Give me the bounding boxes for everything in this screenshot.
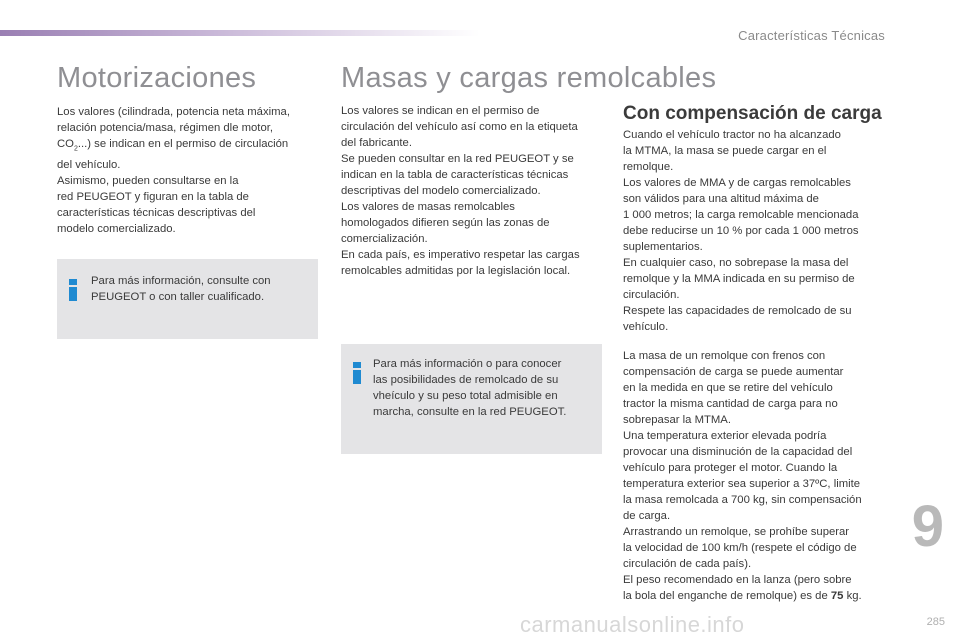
text-line: vehículo para proteger el motor. Cuando la (623, 462, 838, 474)
co2-suffix: ...) se indican en el permiso de circulación (77, 138, 289, 150)
text-line: remolque. (623, 161, 674, 173)
text-line: compensación de carga se puede aumentar (623, 366, 844, 378)
text-line: circulación de cada país). (623, 558, 752, 570)
info-box-masas (341, 344, 602, 454)
text-line: provocar una disminución de la capacidad del (623, 446, 853, 458)
info-text (373, 356, 598, 420)
masas-title: Masas y cargas remolcables (341, 62, 717, 94)
text-line: vehículo. (623, 321, 669, 333)
text-line: Arrastrando un remolque, se prohíbe superar (623, 526, 850, 538)
text-line-weight (623, 588, 903, 604)
text-line: circulación del vehículo así como en la etiqueta (341, 121, 578, 133)
text-line: remolque y la MMA indicada en su permiso de (623, 273, 855, 285)
info-box-motorizaciones (57, 259, 318, 339)
weight-text-post: kg. (843, 590, 862, 602)
text-line: debe reducirse un 10 % por cada 1 000 metros (623, 225, 859, 237)
text-line: suplementarios. (623, 241, 703, 253)
motorizaciones-body (57, 104, 322, 237)
text-line-co2 (57, 136, 322, 157)
co2-subscript: 2 (73, 145, 78, 153)
compensacion-block-2 (623, 348, 893, 572)
text-line: homologados difieren según las zonas de (341, 217, 550, 229)
text-line: características técnicas descriptivas del (57, 207, 256, 220)
text-line: Asimismo, pueden consultarse en la (57, 175, 239, 188)
motorizaciones-title: Motorizaciones (57, 62, 257, 94)
info-icon (69, 279, 77, 301)
page-number: 285 (926, 616, 945, 628)
info-line: PEUGEOT o con taller cualificado. (91, 291, 265, 303)
text-line: En cada país, es imperativo respetar las cargas (341, 249, 580, 261)
info-line: las posibilidades de remolcado de su (373, 374, 559, 386)
info-line: vheículo y su peso total admisible en (373, 390, 558, 402)
text-line: Una temperatura exterior elevada podría (623, 430, 827, 442)
header-accent-bar (0, 30, 480, 36)
co2-prefix: CO (57, 138, 74, 150)
watermark: carmanualsonline.info (520, 612, 745, 637)
text-line: del vehículo. (57, 159, 121, 172)
text-line: circulación. (623, 289, 680, 301)
text-line: Respete las capacidades de remolcado de su (623, 305, 852, 317)
text-line: sobrepasar la MTMA. (623, 414, 731, 426)
text-line: modelo comercializado. (57, 223, 176, 236)
text-line: relación potencia/masa, régimen dle motor, (57, 122, 274, 134)
info-line: marcha, consulte en la red PEUGEOT. (373, 406, 567, 418)
compensacion-block-3 (623, 572, 903, 604)
text-line: Los valores se indican en el permiso de (341, 105, 540, 117)
info-line: Para más información o para conocer (373, 358, 562, 370)
info-line: Para más información, consulte con (91, 275, 271, 287)
text-line: son válidos para una altitud máxima de (623, 193, 819, 205)
text-line: la masa remolcada a 700 kg, sin compensación (623, 494, 862, 506)
text-line: El peso recomendado en la lanza (pero sobre (623, 574, 852, 586)
text-line: la MTMA, la masa se puede cargar en el (623, 145, 827, 157)
compensacion-title: Con compensación de carga (623, 103, 882, 124)
text-line: Los valores (cilindrada, potencia neta máxima, (57, 106, 290, 118)
info-icon (353, 362, 361, 384)
text-line: descriptivas del modelo comercializado. (341, 185, 541, 197)
text-line: tractor la misma cantidad de carga para no (623, 398, 838, 410)
text-line: Cuando el vehículo tractor no ha alcanzado (623, 129, 841, 141)
text-line: del fabricante. (341, 137, 412, 149)
text-line: remolcables admitidas por la legislación local. (341, 265, 571, 277)
section-title: Características Técnicas (738, 28, 885, 43)
text-line: indican en la tabla de características técnicas (341, 169, 569, 181)
weight-value: 75 (830, 590, 844, 602)
text-line: La masa de un remolque con frenos con (623, 350, 826, 362)
text-line: de carga. (623, 510, 671, 522)
chapter-number: 9 (911, 494, 944, 559)
text-line: 1 000 metros; la carga remolcable mencionada (623, 209, 859, 221)
text-line: En cualquier caso, no sobrepase la masa del (623, 257, 849, 269)
text-line: red PEUGEOT y figuran en la tabla de (57, 191, 249, 204)
text-line: en la medida en que se retire del vehículo (623, 382, 833, 394)
text-line: temperatura exterior sea superior a 37ºC, limite (623, 478, 861, 490)
weight-text-pre: la bola del enganche de remolque) es de (623, 590, 831, 602)
text-line: la velocidad de 100 km/h (respete el código de (623, 542, 857, 554)
compensacion-block-1 (623, 127, 893, 335)
masas-body (341, 103, 606, 279)
text-line: Los valores de MMA y de cargas remolcables (623, 177, 851, 189)
text-line: comercialización. (341, 233, 428, 245)
info-text (91, 273, 311, 305)
text-line: Los valores de masas remolcables (341, 201, 515, 213)
text-line: Se pueden consultar en la red PEUGEOT y se (341, 153, 574, 165)
